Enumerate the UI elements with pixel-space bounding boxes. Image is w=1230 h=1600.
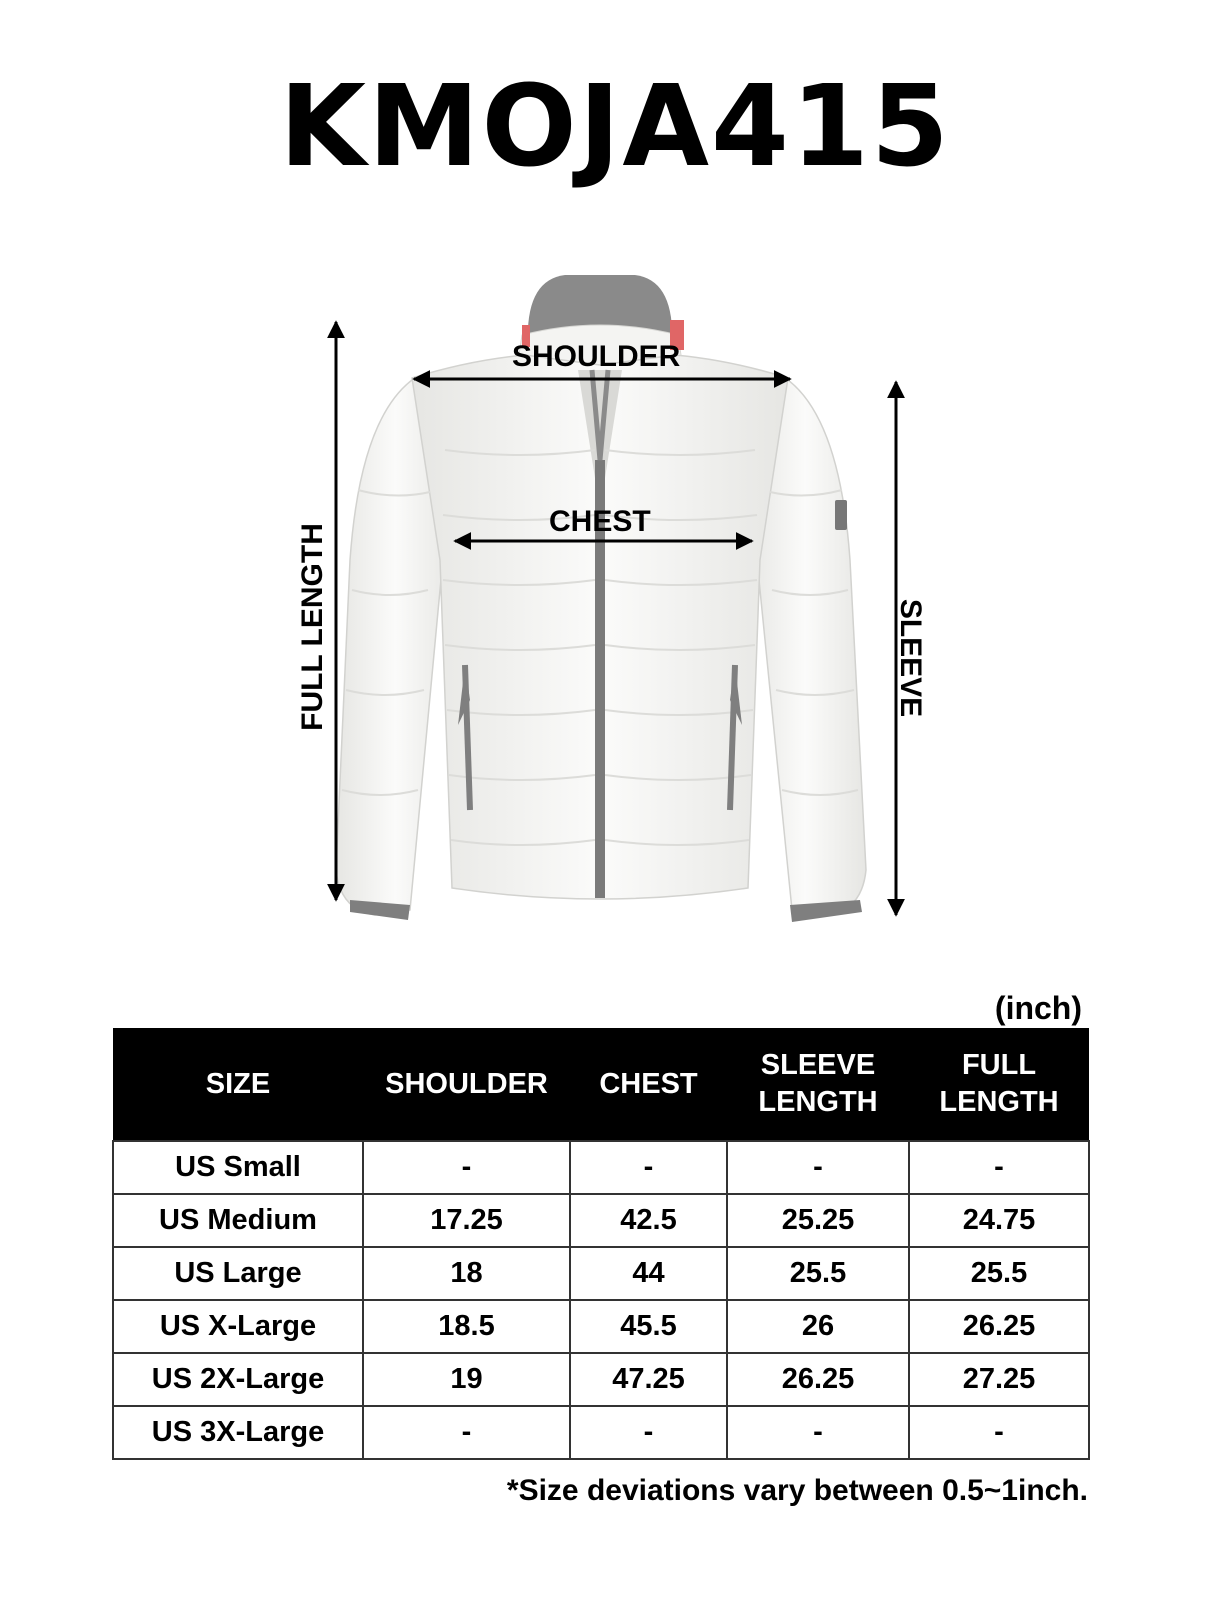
chest-cell: -	[570, 1406, 727, 1459]
header-shoulder: SHOULDER	[363, 1028, 570, 1141]
shoulder-label: SHOULDER	[512, 340, 681, 373]
table-row	[113, 1406, 1089, 1459]
shoulder-cell: 17.25	[363, 1194, 570, 1247]
size-chart-table	[112, 1028, 1090, 1460]
sleeve-length-cell: 25.5	[727, 1247, 909, 1300]
size-cell: US 2X-Large	[113, 1353, 363, 1406]
table-row	[113, 1353, 1089, 1406]
chest-cell: -	[570, 1141, 727, 1194]
unit-label: (inch)	[994, 990, 1082, 1026]
sleeve-length-cell: -	[727, 1141, 909, 1194]
header-full-length: FULL LENGTH	[909, 1028, 1089, 1141]
sleeve-length-cell: 26	[727, 1300, 909, 1353]
size-cell: US X-Large	[113, 1300, 363, 1353]
table-row	[113, 1141, 1089, 1194]
size-deviation-footnote: *Size deviations vary between 0.5~1inch.	[506, 1474, 1088, 1507]
size-cell: US 3X-Large	[113, 1406, 363, 1459]
sleeve-length-cell: 26.25	[727, 1353, 909, 1406]
chest-cell: 44	[570, 1247, 727, 1300]
sleeve-patch	[835, 500, 847, 530]
header-size: SIZE	[113, 1028, 363, 1141]
full-length-cell: -	[909, 1141, 1089, 1194]
product-title: KMOJA415	[279, 62, 951, 192]
full-length-cell: 26.25	[909, 1300, 1089, 1353]
size-cell: US Large	[113, 1247, 363, 1300]
chest-cell: 47.25	[570, 1353, 727, 1406]
jacket-measurement-diagram	[0, 260, 1230, 940]
size-cell: US Small	[113, 1141, 363, 1194]
sleeve-label: SLEEVE	[894, 598, 927, 718]
shoulder-cell: 18.5	[363, 1300, 570, 1353]
full-length-cell: 27.25	[909, 1353, 1089, 1406]
size-cell: US Medium	[113, 1194, 363, 1247]
shoulder-cell: -	[363, 1141, 570, 1194]
table-header-row	[113, 1028, 1089, 1141]
header-chest: CHEST	[570, 1028, 727, 1141]
shoulder-cell: 18	[363, 1247, 570, 1300]
full-length-cell: 24.75	[909, 1194, 1089, 1247]
table-row	[113, 1247, 1089, 1300]
sleeve-length-cell: -	[727, 1406, 909, 1459]
chest-label: CHEST	[549, 505, 651, 538]
chest-cell: 45.5	[570, 1300, 727, 1353]
shoulder-cell: 19	[363, 1353, 570, 1406]
table-row	[113, 1194, 1089, 1247]
full-length-label: FULL LENGTH	[296, 523, 329, 731]
sleeve-length-cell: 25.25	[727, 1194, 909, 1247]
header-sleeve-length: SLEEVE LENGTH	[727, 1028, 909, 1141]
chest-cell: 42.5	[570, 1194, 727, 1247]
full-length-cell: 25.5	[909, 1247, 1089, 1300]
table-row	[113, 1300, 1089, 1353]
shoulder-cell: -	[363, 1406, 570, 1459]
full-length-cell: -	[909, 1406, 1089, 1459]
